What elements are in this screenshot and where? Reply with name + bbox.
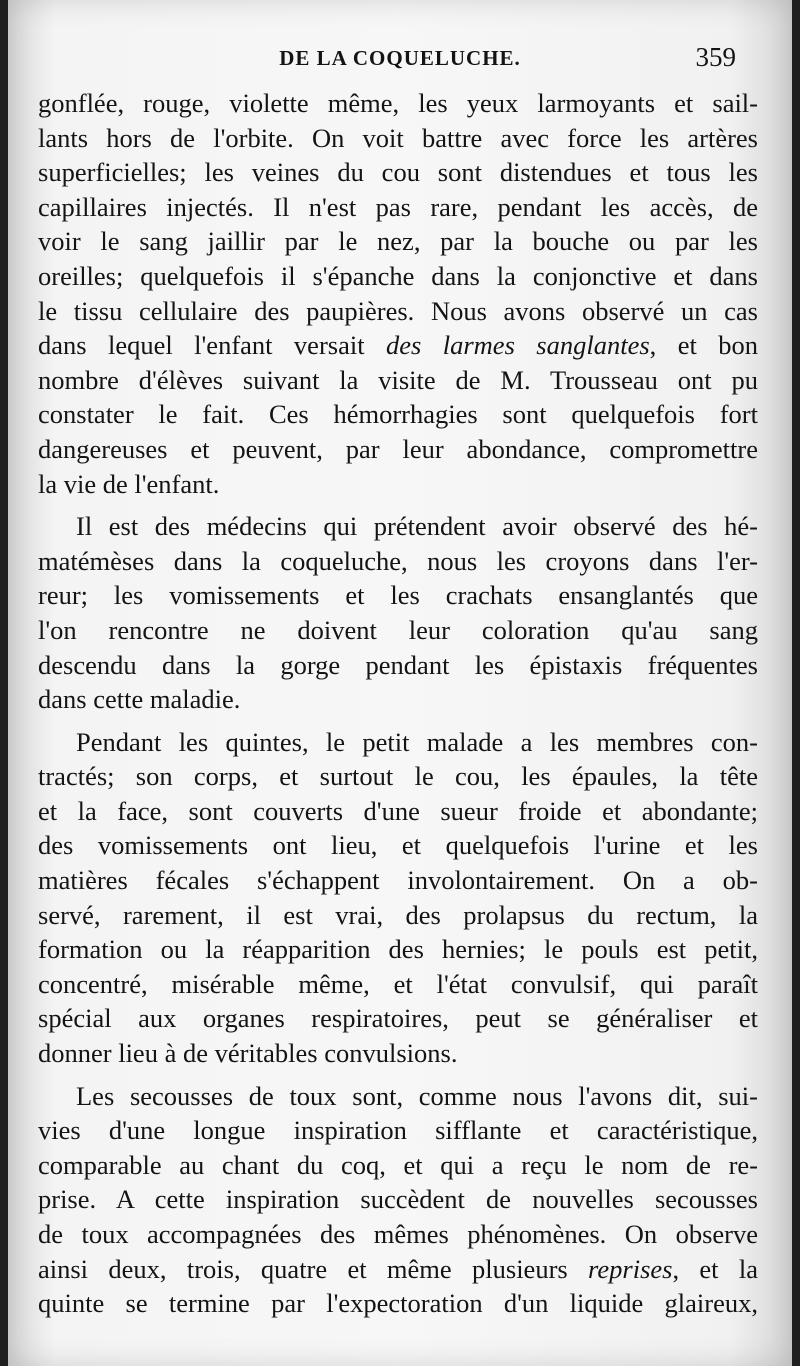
book-page <box>8 0 792 1366</box>
paragraph <box>38 1079 758 1321</box>
text-line: comparable au chant du coq, et qui a reçu le nom de re- <box>38 1149 758 1180</box>
text-line: Pendant les quintes, le petit malade a les membres con- <box>76 726 758 757</box>
text-line: voir le sang jaillir par le nez, par la bouche ou par les <box>38 226 758 257</box>
italic-word: reprises <box>588 1253 673 1284</box>
text-line: vies d'une longue inspiration sifflante et caractéristique, <box>38 1115 758 1146</box>
text-line: l'on rencontre ne doivent leur coloration qu'au sang <box>38 614 758 645</box>
text-line: spécial aux organes respiratoires, peut se généraliser et <box>38 1003 758 1034</box>
text-line: lants hors de l'orbite. On voit battre avec force les artères <box>38 122 758 153</box>
text-line: le tissu cellulaire des paupières. Nous avons observé un cas <box>38 295 758 326</box>
text-line: prise. A cette inspiration succèdent de nouvelles secousses <box>38 1184 758 1215</box>
text-line: reur; les vomissements et les crachats ensanglantés que <box>38 580 758 611</box>
italic-phrase: des larmes sanglantes <box>386 330 650 361</box>
paragraph <box>38 725 758 1071</box>
text-line: Les secousses de toux sont, comme nous l'avons dit, sui- <box>76 1080 758 1111</box>
text-line: concentré, misérable même, et l'état convulsif, qui paraît <box>38 968 758 999</box>
text-line: la vie de l'enfant. <box>38 468 220 499</box>
text-line: formation ou la réapparition des hernies; le pouls est petit, <box>38 934 758 965</box>
running-head <box>8 38 792 78</box>
body-text <box>38 86 758 1329</box>
text-line: tractés; son corps, et surtout le cou, les épaules, la tête <box>38 761 758 792</box>
page-number: 359 <box>695 42 736 72</box>
text-line: matémèses dans la coqueluche, nous les croyons dans l'er- <box>38 545 758 576</box>
text-line: oreilles; quelquefois il s'épanche dans la conjonctive et dans <box>38 260 758 291</box>
text-line: donner lieu à de véritables convulsions. <box>38 1038 458 1069</box>
text-line: gonflée, rouge, violette même, les yeux larmoyants et sail- <box>38 88 758 118</box>
paragraph <box>38 86 758 501</box>
text-run: , et bon <box>649 330 759 361</box>
text-line: superficielles; les veines du cou sont distendues et tous les <box>38 157 758 188</box>
text-line: Il est des médecins qui prétendent avoir observé des hé- <box>76 511 758 542</box>
running-title: DE LA COQUELUCHE. <box>279 46 521 70</box>
text-line: dans cette maladie. <box>38 684 241 715</box>
text-line <box>38 1252 758 1287</box>
text-line: descendu dans la gorge pendant les épistaxis fréquentes <box>38 649 758 680</box>
text-line: dangereuses et peuvent, par leur abondance, compromettre <box>38 433 758 464</box>
text-line: matières fécales s'échappent involontairement. On a ob- <box>38 865 758 896</box>
text-line <box>38 328 758 363</box>
text-line: nombre d'élèves suivant la visite de M. Trousseau ont pu <box>38 364 758 395</box>
text-run: , et la <box>672 1253 758 1284</box>
text-line: capillaires injectés. Il n'est pas rare, pendant les accès, de <box>38 191 758 222</box>
text-line: des vomissements ont lieu, et quelquefois l'urine et les <box>38 830 758 861</box>
text-line: de toux accompagnées des mêmes phénomènes. On observe <box>38 1219 758 1249</box>
text-line: quinte se termine par l'expectoration d'un liquide glaireux, <box>38 1288 758 1319</box>
paragraph <box>38 509 758 717</box>
text-line: et la face, sont couverts d'une sueur froide et abondante; <box>38 795 758 826</box>
text-line: servé, rarement, il est vrai, des prolapsus du rectum, la <box>38 899 758 930</box>
text-run: ainsi deux, trois, quatre et même plusieurs <box>38 1253 589 1284</box>
text-run: dans lequel l'enfant versait <box>38 330 386 361</box>
text-line: constater le fait. Ces hémorrhagies sont quelquefois fort <box>38 399 758 430</box>
